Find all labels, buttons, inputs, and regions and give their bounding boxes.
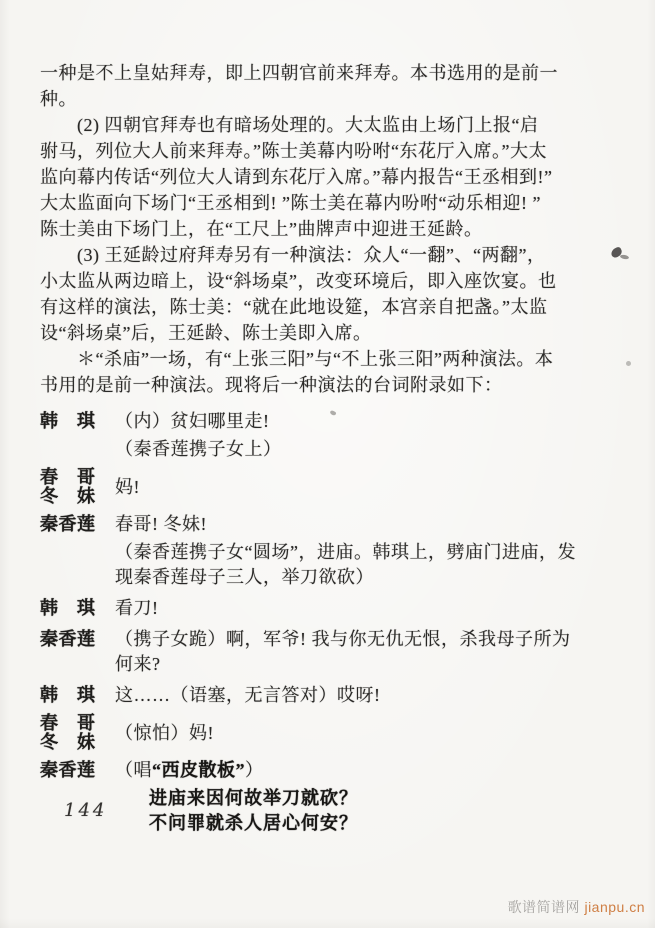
script-entry [40, 596, 625, 621]
dialogue-text: （惊怕）妈! [115, 722, 214, 743]
script-entry [40, 758, 625, 783]
body-line: 有这样的演法，陈士美：“就在此地设筵，本宫亲自把盏。”太监 [40, 297, 548, 317]
scan-artifact [626, 361, 631, 366]
speaker-name-bottom: 冬 妹 [40, 486, 96, 506]
speaker-name: 韩 琪 [40, 411, 96, 431]
tune-name: “西皮散板” [152, 760, 245, 780]
script-entry [115, 540, 625, 590]
body-line: (3) 王延龄过府拜寿另有一种演法：众人“一翻”、“两翻”， [77, 245, 546, 265]
stage-direction: （秦香莲携子女上） [115, 439, 282, 459]
body-line: 小太监从两边暗上，设“斜场桌”，改变环境后，即入座饮宴。也 [40, 271, 557, 291]
script-entry [115, 437, 625, 462]
body-line: (2) 四朝官拜寿也有暗场处理的。大太监由上场门上报“启 [77, 115, 539, 135]
speaker-name: 秦香莲 [40, 514, 96, 534]
watermark [508, 897, 645, 917]
script-entry [40, 627, 625, 677]
sung-line: 进庙来因何故举刀就砍？ [149, 788, 358, 808]
body-line: ＊“杀庙”一场，有“上张三阳”与“不上张三阳”两种演法。本 [77, 349, 554, 369]
sung-line: 不问罪就杀人居心何安？ [149, 813, 358, 833]
speaker-name: 秦香莲 [40, 629, 96, 649]
page-number: 144 [64, 800, 108, 821]
dialogue-line: （携子女跪）啊，军爷! 我与你无仇无恨，杀我母子所为 [115, 629, 571, 649]
dialogue-text: 春哥! 冬妹! [115, 514, 207, 534]
body-line: 监向幕内传话“列位大人请到东花厅入席。”幕内报告“王丞相到!” [40, 167, 553, 187]
speaker-name-bottom: 冬 妹 [40, 732, 96, 752]
body-line: 书用的是前一种演法。现将后一种演法的台词附录如下： [40, 375, 503, 395]
body-line: 陈士美由下场门上，在“工尺上”曲牌声中迎进王延龄。 [40, 219, 483, 239]
speaker-name-top: 春 哥 [40, 713, 96, 733]
dialogue-text: 妈! [115, 476, 140, 497]
script-entry [40, 512, 625, 537]
speaker-name [40, 468, 115, 506]
script-entry [40, 714, 625, 752]
text-block [40, 60, 625, 836]
dialogue-text: （内）贫妇哪里走! [115, 411, 270, 431]
watermark-domain: jianpu.cn [584, 899, 645, 915]
speaker-name: 韩 琪 [40, 598, 96, 618]
sing-prefix: （唱 [115, 760, 152, 780]
speaker-name: 秦香莲 [40, 760, 96, 780]
stage-direction: （秦香莲携子女“圆场”，进庙。韩琪上，劈庙门进庙，发 [115, 542, 576, 562]
script-section [40, 409, 625, 836]
speaker-name: 韩 琪 [40, 685, 96, 705]
sing-suffix: ） [245, 760, 264, 780]
speaker-name [40, 714, 115, 752]
dialogue-line: 何来? [115, 654, 161, 674]
speaker-name-top: 春 哥 [40, 467, 96, 487]
body-line: 大太监面向下场门“王丞相到! ”陈士美在幕内吩咐“动乐相迎! ” [40, 193, 541, 213]
body-line: 驸马，列位大人前来拜寿。”陈士美幕内吩咐“东花厅入席。”大太 [40, 141, 547, 161]
watermark-site-name: 歌谱简谱网 [507, 899, 585, 915]
dialogue-text: 这……（语塞，无言答对）哎呀! [115, 685, 381, 705]
dialogue-text [115, 627, 625, 677]
body-line: 设“斜场桌”后，王延龄、陈士美即入席。 [40, 323, 372, 343]
dialogue-text [115, 758, 625, 783]
script-entry [40, 683, 625, 708]
dialogue-text: 看刀! [115, 598, 159, 618]
body-line: 一种是不上皇姑拜寿，即上四朝官前来拜寿。本书选用的是前一 [40, 63, 558, 83]
body-line: 种。 [40, 89, 77, 109]
stage-direction: 现秦香莲母子三人，举刀欲砍） [115, 567, 374, 587]
script-entry [40, 468, 625, 506]
